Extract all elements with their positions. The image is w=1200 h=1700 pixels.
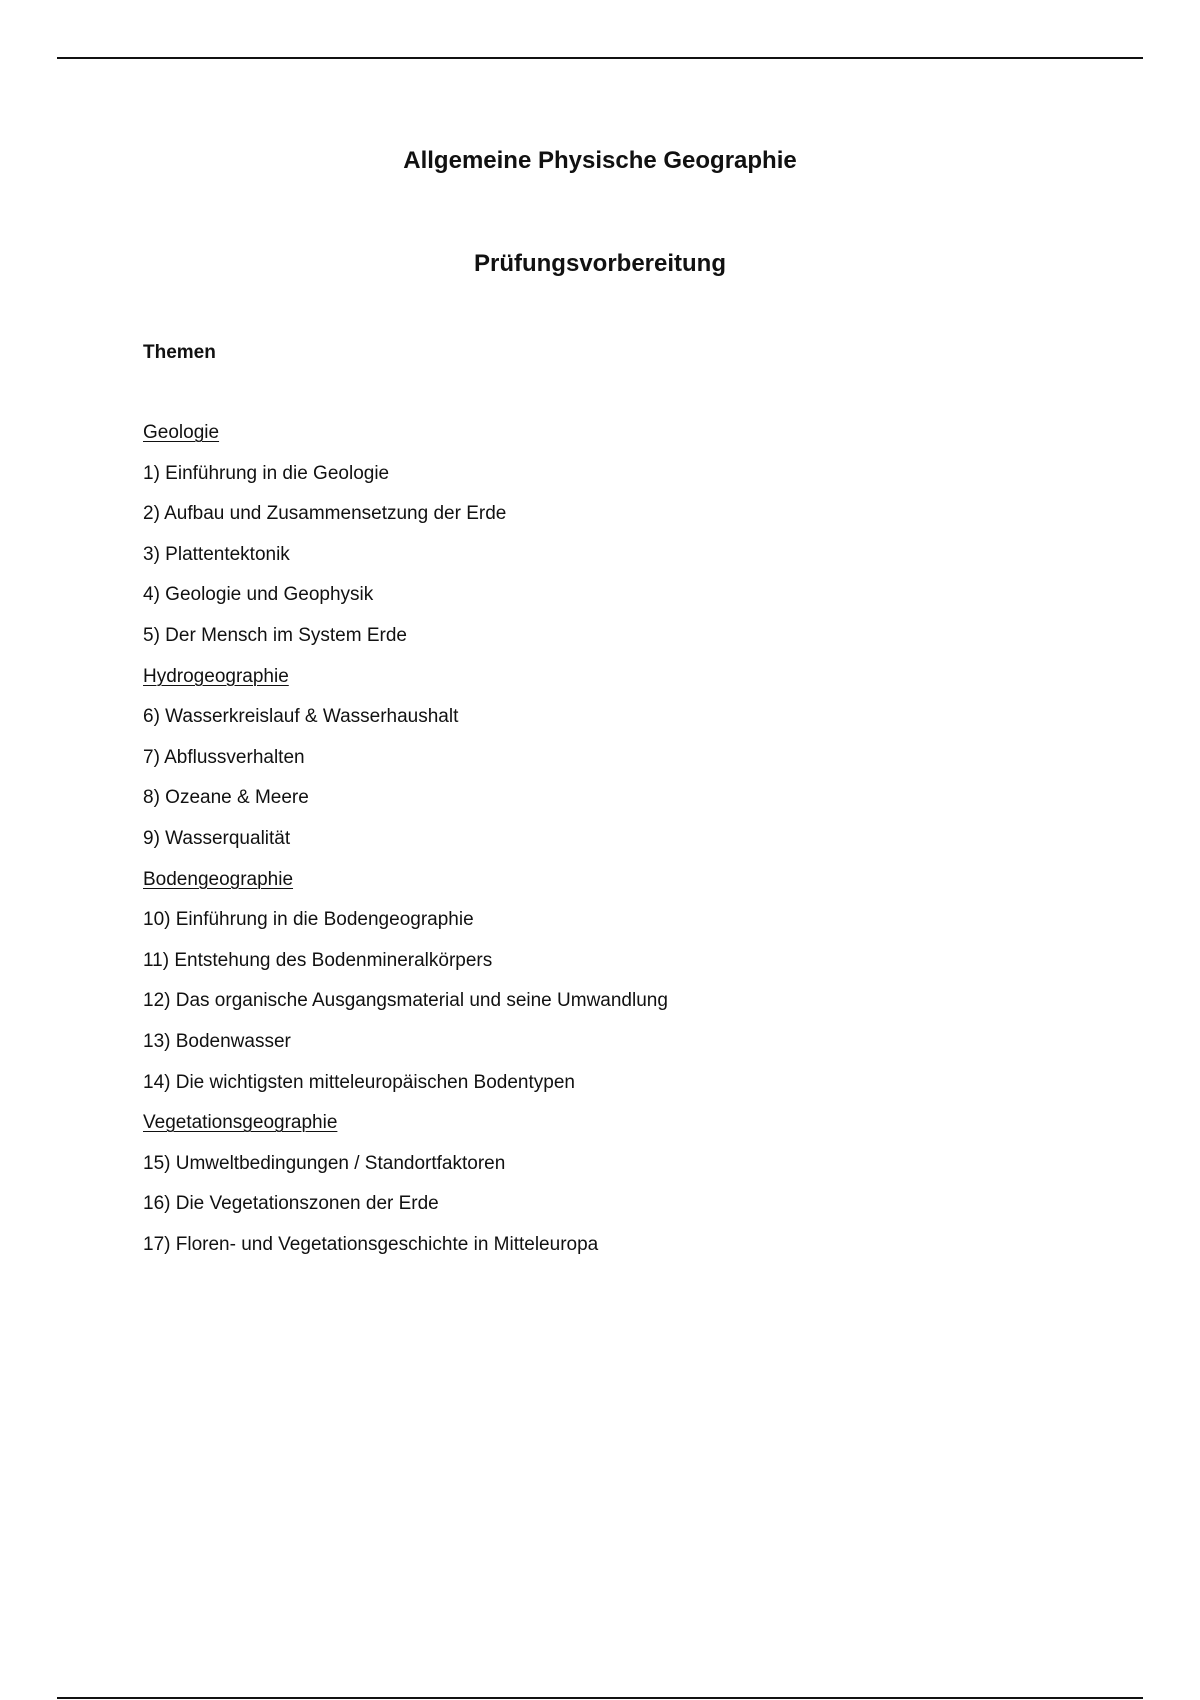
- topic-list: [143, 1152, 1043, 1274]
- section-heading: Bodengeographie: [143, 868, 294, 890]
- section-heading: Hydrogeographie: [143, 665, 289, 687]
- topic-sections: [143, 421, 1043, 1273]
- topic-item: 8) Ozeane & Meere: [143, 787, 309, 809]
- section-bodengeographie: [143, 868, 1043, 1112]
- topic-item: 6) Wasserkreislauf & Wasserhaushalt: [143, 706, 459, 728]
- document-title: Allgemeine Physische Geographie: [403, 147, 797, 174]
- topic-item: 17) Floren- und Vegetationsgeschichte in Mitteleuropa: [143, 1233, 599, 1255]
- topic-item: 2) Aufbau und Zusammensetzung der Erde: [143, 503, 507, 525]
- footer-rule: [57, 1697, 1143, 1699]
- topic-item: 10) Einführung in die Bodengeographie: [143, 909, 474, 931]
- topic-item: 12) Das organische Ausgangsmaterial und seine Umwandlung: [143, 990, 668, 1012]
- topic-item: 5) Der Mensch im System Erde: [143, 624, 407, 646]
- topic-list: [143, 908, 1043, 1111]
- topic-item: 14) Die wichtigsten mitteleuropäischen Bodentypen: [143, 1071, 575, 1093]
- topic-item: 4) Geologie und Geophysik: [143, 584, 374, 606]
- topic-item: 7) Abflussverhalten: [143, 746, 305, 768]
- header-rule: [57, 57, 1143, 59]
- topic-item: 16) Die Vegetationszonen der Erde: [143, 1193, 439, 1215]
- topic-list: [143, 462, 1043, 665]
- section-heading: Geologie: [143, 422, 220, 443]
- topic-list: [143, 705, 1043, 867]
- topic-item: 15) Umweltbedingungen / Standortfaktoren: [143, 1152, 506, 1174]
- section-heading: Vegetationsgeographie: [143, 1112, 338, 1134]
- topic-item: 9) Wasserqualität: [143, 827, 291, 849]
- section-vegetationsgeographie: [143, 1111, 1043, 1273]
- section-hydrogeographie: [143, 665, 1043, 868]
- topic-item: 11) Entstehung des Bodenmineralkörpers: [143, 949, 493, 971]
- themes-heading: Themen: [143, 342, 216, 363]
- topic-item: 3) Plattentektonik: [143, 543, 290, 565]
- topic-item: 13) Bodenwasser: [143, 1030, 291, 1052]
- section-geologie: [143, 421, 1043, 665]
- topic-item: 1) Einführung in die Geologie: [143, 462, 390, 484]
- document-subtitle: Prüfungsvorbereitung: [473, 250, 726, 277]
